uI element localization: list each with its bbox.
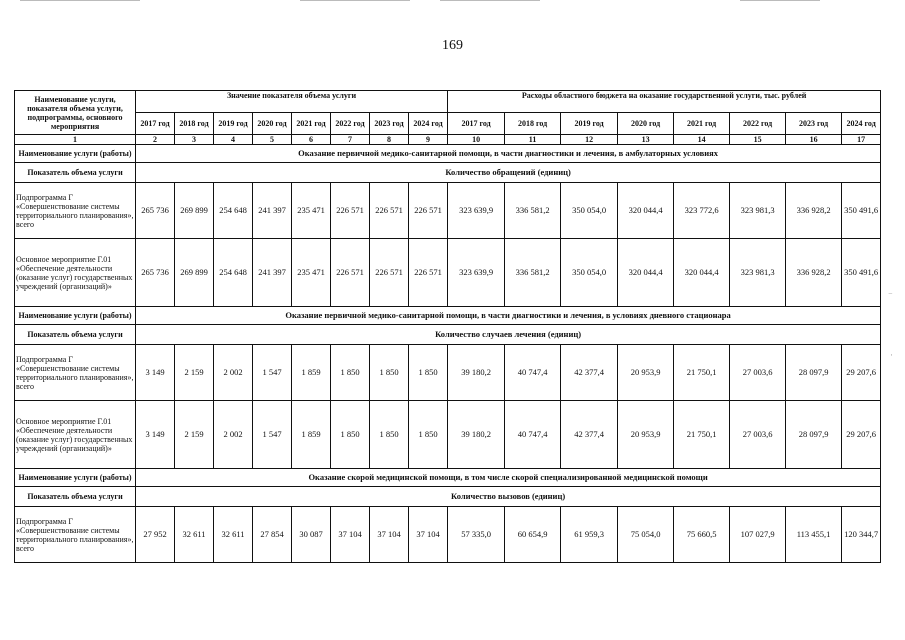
row-label: Основное мероприятие Г.01 «Обеспечение деятельности (оказание услуг) государственных учреждений (организаций)» bbox=[15, 401, 136, 469]
expense-value-cell: 29 207,6 bbox=[842, 345, 881, 401]
expense-value-cell: 350 491,6 bbox=[842, 239, 881, 307]
expense-value-cell: 323 981,3 bbox=[730, 183, 786, 239]
scan-edge-line bbox=[300, 0, 410, 1]
expense-value-cell: 29 207,6 bbox=[842, 401, 881, 469]
expense-value-cell: 27 003,6 bbox=[730, 345, 786, 401]
expense-value-cell: 20 953,9 bbox=[618, 345, 674, 401]
volume-value-cell: 1 850 bbox=[409, 401, 448, 469]
expense-value-cell: 320 044,4 bbox=[618, 239, 674, 307]
volume-value-cell: 30 087 bbox=[292, 507, 331, 563]
column-index: 8 bbox=[370, 135, 409, 145]
expense-value-cell: 75 054,0 bbox=[618, 507, 674, 563]
column-index: 14 bbox=[674, 135, 730, 145]
volume-value-cell: 32 611 bbox=[214, 507, 253, 563]
volume-value-cell: 3 149 bbox=[136, 401, 175, 469]
expense-value-cell: 40 747,4 bbox=[505, 401, 561, 469]
volume-value-cell: 27 952 bbox=[136, 507, 175, 563]
table-row bbox=[15, 401, 881, 469]
header-expense-year: 2020 год bbox=[618, 113, 674, 135]
expense-value-cell: 27 003,6 bbox=[730, 401, 786, 469]
expense-value-cell: 42 377,4 bbox=[561, 345, 618, 401]
row-label: Подпрограмма Г «Совершенствование системы территориального планирования», всего bbox=[15, 345, 136, 401]
header-volume-year: 2021 год bbox=[292, 113, 331, 135]
volume-value-cell: 1 850 bbox=[331, 401, 370, 469]
indicator-name: Количество обращений (единиц) bbox=[136, 163, 881, 183]
volume-value-cell: 226 571 bbox=[409, 183, 448, 239]
indicator-label: Показатель объема услуги bbox=[15, 487, 136, 507]
column-index: 4 bbox=[214, 135, 253, 145]
volume-value-cell: 37 104 bbox=[370, 507, 409, 563]
row-label: Подпрограмма Г «Совершенствование системы территориального планирования», всего bbox=[15, 507, 136, 563]
expense-value-cell: 39 180,2 bbox=[448, 401, 505, 469]
indicator-name: Количество случаев лечения (единиц) bbox=[136, 325, 881, 345]
indicator-row bbox=[15, 487, 881, 507]
volume-value-cell: 2 002 bbox=[214, 401, 253, 469]
volume-value-cell: 226 571 bbox=[370, 183, 409, 239]
indicator-label: Показатель объема услуги bbox=[15, 163, 136, 183]
scan-mark: ⁻ bbox=[888, 290, 893, 300]
expense-value-cell: 107 027,9 bbox=[730, 507, 786, 563]
header-expense-year: 2019 год bbox=[561, 113, 618, 135]
header-volume-group: Значение показателя объема услуги bbox=[136, 91, 448, 113]
expense-value-cell: 42 377,4 bbox=[561, 401, 618, 469]
expense-value-cell: 323 772,6 bbox=[674, 183, 730, 239]
header-volume-year: 2017 год bbox=[136, 113, 175, 135]
column-index: 2 bbox=[136, 135, 175, 145]
row-label: Основное мероприятие Г.01 «Обеспечение деятельности (оказание услуг) государственных учреждений (организаций)» bbox=[15, 239, 136, 307]
volume-value-cell: 269 899 bbox=[175, 239, 214, 307]
volume-value-cell: 241 397 bbox=[253, 239, 292, 307]
expense-value-cell: 40 747,4 bbox=[505, 345, 561, 401]
volume-value-cell: 1 859 bbox=[292, 401, 331, 469]
volume-value-cell: 265 736 bbox=[136, 239, 175, 307]
service-name: Оказание скорой медицинской помощи, в том числе скорой специализированной медицинской помощи bbox=[136, 469, 881, 487]
expense-value-cell: 350 054,0 bbox=[561, 183, 618, 239]
header-volume-year: 2023 год bbox=[370, 113, 409, 135]
expense-value-cell: 113 455,1 bbox=[786, 507, 842, 563]
service-name-row bbox=[15, 469, 881, 487]
expense-value-cell: 336 928,2 bbox=[786, 239, 842, 307]
volume-value-cell: 226 571 bbox=[331, 239, 370, 307]
column-index: 15 bbox=[730, 135, 786, 145]
volume-value-cell: 2 002 bbox=[214, 345, 253, 401]
scan-mark: · bbox=[890, 350, 893, 360]
volume-value-cell: 1 850 bbox=[370, 345, 409, 401]
volume-value-cell: 226 571 bbox=[409, 239, 448, 307]
header-expense-year: 2021 год bbox=[674, 113, 730, 135]
column-index: 6 bbox=[292, 135, 331, 145]
volume-value-cell: 269 899 bbox=[175, 183, 214, 239]
header-volume-year: 2020 год bbox=[253, 113, 292, 135]
header-volume-year: 2022 год bbox=[331, 113, 370, 135]
service-name: Оказание первичной медико-санитарной помощи, в части диагностики и лечения, в условиях дневного стационара bbox=[136, 307, 881, 325]
expense-value-cell: 336 581,2 bbox=[505, 239, 561, 307]
expense-value-cell: 28 097,9 bbox=[786, 345, 842, 401]
header-col1: Наименование услуги, показателя объема услуги, подпрограммы, основного мероприятия bbox=[15, 91, 136, 135]
column-index: 1 bbox=[15, 135, 136, 145]
scan-edge-line bbox=[440, 0, 540, 1]
volume-value-cell: 1 547 bbox=[253, 401, 292, 469]
service-label: Наименование услуги (работы) bbox=[15, 469, 136, 487]
volume-value-cell: 1 859 bbox=[292, 345, 331, 401]
table-row bbox=[15, 239, 881, 307]
volume-value-cell: 235 471 bbox=[292, 183, 331, 239]
table-row bbox=[15, 507, 881, 563]
page-number: 169 bbox=[442, 38, 463, 53]
volume-value-cell: 1 850 bbox=[409, 345, 448, 401]
expense-value-cell: 75 660,5 bbox=[674, 507, 730, 563]
volume-value-cell: 32 611 bbox=[175, 507, 214, 563]
volume-value-cell: 1 547 bbox=[253, 345, 292, 401]
expense-value-cell: 323 981,3 bbox=[730, 239, 786, 307]
volume-value-cell: 37 104 bbox=[409, 507, 448, 563]
expense-value-cell: 320 044,4 bbox=[674, 239, 730, 307]
volume-value-cell: 2 159 bbox=[175, 345, 214, 401]
table-row bbox=[15, 183, 881, 239]
expense-value-cell: 21 750,1 bbox=[674, 401, 730, 469]
header-expense-year: 2022 год bbox=[730, 113, 786, 135]
table-row bbox=[15, 345, 881, 401]
budget-table bbox=[14, 90, 881, 563]
expense-value-cell: 350 491,6 bbox=[842, 183, 881, 239]
expense-value-cell: 350 054,0 bbox=[561, 239, 618, 307]
volume-value-cell: 226 571 bbox=[370, 239, 409, 307]
volume-value-cell: 3 149 bbox=[136, 345, 175, 401]
indicator-name: Количество вызовов (единиц) bbox=[136, 487, 881, 507]
service-name-row bbox=[15, 145, 881, 163]
service-name: Оказание первичной медико-санитарной помощи, в части диагностики и лечения, в амбулаторных условиях bbox=[136, 145, 881, 163]
indicator-label: Показатель объема услуги bbox=[15, 325, 136, 345]
expense-value-cell: 336 928,2 bbox=[786, 183, 842, 239]
header-volume-year: 2024 год bbox=[409, 113, 448, 135]
volume-value-cell: 2 159 bbox=[175, 401, 214, 469]
expense-value-cell: 60 654,9 bbox=[505, 507, 561, 563]
volume-value-cell: 254 648 bbox=[214, 239, 253, 307]
column-index: 9 bbox=[409, 135, 448, 145]
indicator-row bbox=[15, 163, 881, 183]
expense-value-cell: 21 750,1 bbox=[674, 345, 730, 401]
volume-value-cell: 1 850 bbox=[370, 401, 409, 469]
indicator-row bbox=[15, 325, 881, 345]
column-index: 16 bbox=[786, 135, 842, 145]
expense-value-cell: 28 097,9 bbox=[786, 401, 842, 469]
header-expense-year: 2023 год bbox=[786, 113, 842, 135]
expense-value-cell: 39 180,2 bbox=[448, 345, 505, 401]
expense-value-cell: 320 044,4 bbox=[618, 183, 674, 239]
volume-value-cell: 27 854 bbox=[253, 507, 292, 563]
scan-edge-line bbox=[20, 0, 140, 1]
header-expense-year: 2024 год bbox=[842, 113, 881, 135]
expense-value-cell: 323 639,9 bbox=[448, 239, 505, 307]
row-label: Подпрограмма Г «Совершенствование системы территориального планирования», всего bbox=[15, 183, 136, 239]
header-expense-year: 2018 год bbox=[505, 113, 561, 135]
column-index: 5 bbox=[253, 135, 292, 145]
expense-value-cell: 336 581,2 bbox=[505, 183, 561, 239]
column-index: 3 bbox=[175, 135, 214, 145]
volume-value-cell: 226 571 bbox=[331, 183, 370, 239]
expense-value-cell: 20 953,9 bbox=[618, 401, 674, 469]
column-index: 17 bbox=[842, 135, 881, 145]
volume-value-cell: 254 648 bbox=[214, 183, 253, 239]
service-label: Наименование услуги (работы) bbox=[15, 145, 136, 163]
volume-value-cell: 1 850 bbox=[331, 345, 370, 401]
header-volume-year: 2019 год bbox=[214, 113, 253, 135]
column-index: 11 bbox=[505, 135, 561, 145]
expense-value-cell: 323 639,9 bbox=[448, 183, 505, 239]
header-expense-group: Расходы областного бюджета на оказание государственной услуги, тыс. рублей bbox=[448, 91, 881, 113]
column-index: 12 bbox=[561, 135, 618, 145]
volume-value-cell: 241 397 bbox=[253, 183, 292, 239]
header-volume-year: 2018 год bbox=[175, 113, 214, 135]
expense-value-cell: 120 344,7 bbox=[842, 507, 881, 563]
volume-value-cell: 37 104 bbox=[331, 507, 370, 563]
column-index: 13 bbox=[618, 135, 674, 145]
volume-value-cell: 235 471 bbox=[292, 239, 331, 307]
expense-value-cell: 61 959,3 bbox=[561, 507, 618, 563]
volume-value-cell: 265 736 bbox=[136, 183, 175, 239]
column-index: 10 bbox=[448, 135, 505, 145]
service-name-row bbox=[15, 307, 881, 325]
expense-value-cell: 57 335,0 bbox=[448, 507, 505, 563]
scan-edge-line bbox=[740, 0, 820, 1]
header-expense-year: 2017 год bbox=[448, 113, 505, 135]
service-label: Наименование услуги (работы) bbox=[15, 307, 136, 325]
column-index: 7 bbox=[331, 135, 370, 145]
